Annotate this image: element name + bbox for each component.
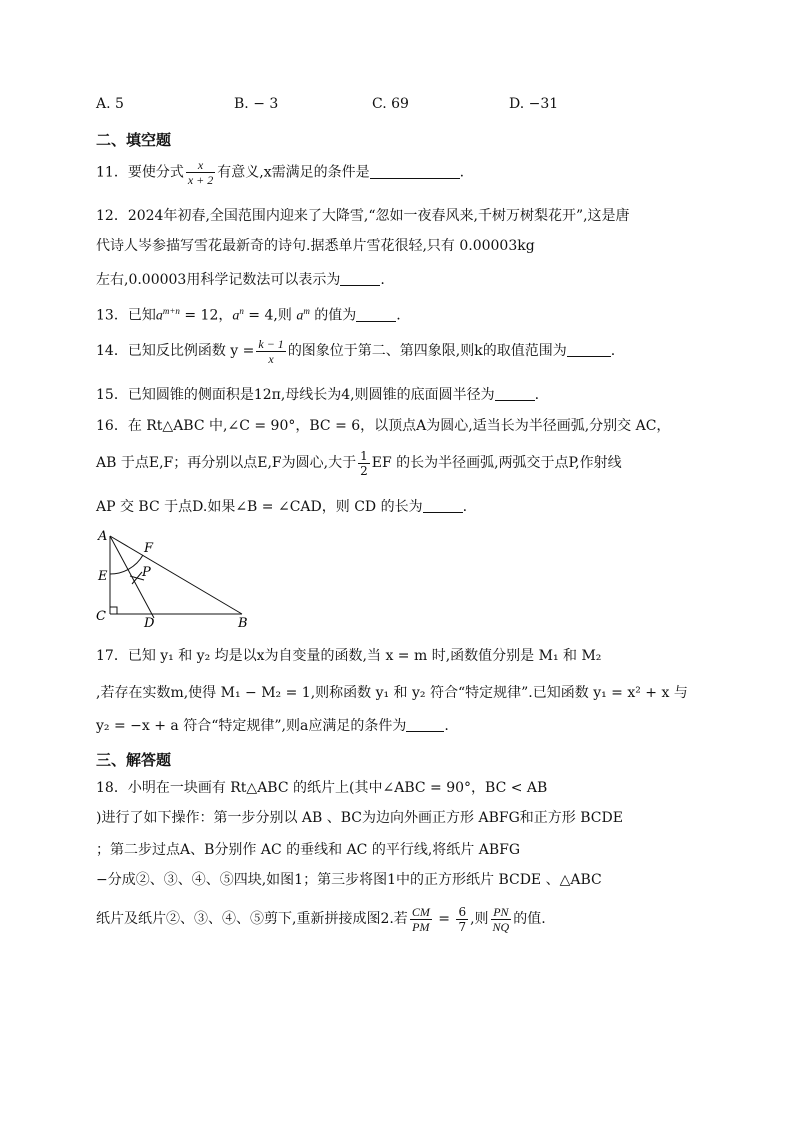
q13-expr3-exp: m — [303, 306, 310, 316]
q13-eq2: = 4,则 — [243, 307, 297, 324]
q11-post: 有意义,x需满足的条件是 — [217, 164, 370, 181]
q11-frac-num: x — [186, 158, 215, 173]
q13-expr1-base: a — [155, 308, 163, 324]
q18-line-5-post: 的值. — [513, 911, 546, 927]
q13-expr1-exp: m+n — [162, 306, 180, 316]
q12-end: . — [380, 272, 385, 288]
label-d: D — [144, 616, 155, 628]
q13-pre: 已知 — [127, 307, 156, 324]
question-18-line-5 — [96, 902, 546, 936]
q16-triangle-figure — [92, 528, 262, 628]
question-17-line-1: 17．已知 y₁ 和 y₂ 均是以x为自变量的函数,当 x = m 时,函数值分别是 M₁ 和 M₂ — [96, 648, 602, 664]
arc-mark-2 — [132, 572, 142, 584]
label-p: P — [142, 565, 151, 580]
q18-fraction-6-7 — [456, 905, 468, 934]
q15-text: 15．已知圆锥的侧面积是12π,母线长为4,则圆锥的底面圆半径为 — [96, 387, 495, 403]
question-18-line-4: −分成②、③、④、⑤四块,如图1；第三步将图1中的正方形纸片 BCDE 、△ABC — [96, 872, 602, 888]
q16-line-2-pre: AB 于点E,F；再分别以点E,F为圆心,大于 — [96, 455, 357, 471]
q15-answer-blank[interactable] — [495, 386, 535, 401]
question-16-line-2 — [96, 448, 622, 478]
option-b: B. − 3 — [234, 96, 279, 112]
q18-frac2-den: 7 — [458, 919, 467, 934]
label-e: E — [98, 569, 108, 584]
q11-fraction — [186, 158, 215, 187]
question-12-line-2: 代诗人岑参描写雪花最新奇的诗句.据悉单片雪花很轻,只有 0.00003kg — [96, 238, 535, 254]
question-12-line-1: 12．2024年初春,全国范围内迎来了大降雪,“忽如一夜春风来,千树万树梨花开”,这是唐 — [96, 208, 630, 224]
option-d: D. −31 — [509, 96, 559, 112]
question-13 — [96, 301, 401, 327]
question-18-line-2: )进行了如下操作：第一步分别以 AB 、BC为边向外画正方形 ABFG和正方形 BCDE — [96, 810, 623, 826]
q14-fraction — [256, 337, 285, 366]
label-f: F — [144, 541, 154, 556]
q13-end: . — [396, 307, 401, 324]
q15-end: . — [534, 387, 540, 403]
q16-fraction — [358, 449, 370, 478]
q13-expr3-base: a — [296, 308, 304, 324]
q18-frac1-num: CM — [411, 904, 430, 919]
q12-answer-blank[interactable] — [340, 271, 380, 286]
q11-pre: 要使分式 — [127, 164, 184, 181]
q14-post: 的图象位于第二、第四象限,则k的取值范围为 — [287, 343, 567, 359]
q16-frac-den: 2 — [360, 463, 368, 478]
q16-line-2-post: EF 的长为半径画弧,两弧交于点P,作射线 — [371, 455, 622, 471]
q11-frac-den: x + 2 — [187, 173, 214, 187]
question-18-line-1: 18．小明在一块画有 Rt△ABC 的纸片上(其中∠ABC = 90°，BC < AB — [96, 780, 548, 796]
q13-eq1: = 12， — [179, 307, 233, 324]
question-16-line-3 — [96, 497, 467, 517]
segment-ab — [110, 536, 242, 614]
q14-frac-den: x — [268, 351, 274, 366]
q16-answer-blank[interactable] — [423, 498, 463, 513]
option-c: C. 69 — [372, 96, 409, 112]
q14-frac-num: k − 1 — [258, 336, 284, 351]
question-15 — [96, 385, 539, 405]
q18-frac1-den: PM — [412, 919, 430, 934]
section-heading-fill-blank: 二、填空题 — [96, 131, 172, 149]
q11-number: 11． — [96, 164, 128, 181]
question-17-line-2: ,若存在实数m,使得 M₁ − M₂ = 1,则称函数 y₁ 和 y₂ 符合“特定规律”.已知函数 y₁ = x² + x 与 — [96, 685, 688, 701]
right-angle-mark — [110, 607, 117, 614]
q13-post: 的值为 — [309, 307, 357, 324]
q18-line-5-mid: ,则 — [470, 911, 489, 927]
q14-number: 14． — [96, 343, 128, 359]
q17-line-3-text: y₂ = −x + a 符合“特定规律”,则a应满足的条件为 — [96, 718, 407, 734]
q16-end: . — [462, 499, 468, 515]
label-a: A — [98, 529, 108, 544]
q18-fraction-cm-pm — [410, 905, 432, 934]
q13-expr2-exp: n — [239, 306, 244, 316]
option-a: A. 5 — [96, 96, 124, 112]
question-14 — [96, 336, 615, 366]
q12-line-3-text: 左右,0.00003用科学记数法可以表示为 — [96, 272, 341, 288]
q18-eq: = — [433, 911, 455, 927]
question-16-line-1: 16．在 Rt△ABC 中,∠C = 90°，BC = 6，以顶点A为圆心,适当长为半径画弧,分别交 AC， — [96, 418, 671, 434]
question-12-line-3 — [96, 270, 385, 290]
q13-expr2-base: a — [232, 308, 240, 324]
section-heading-solve: 三、解答题 — [96, 751, 172, 769]
q14-pre: 已知反比例函数 y = — [127, 343, 255, 359]
question-11 — [96, 158, 464, 187]
q14-answer-blank[interactable] — [567, 342, 611, 357]
q11-end: . — [459, 164, 465, 181]
q18-frac3-den: NQ — [492, 919, 510, 934]
q14-end: . — [610, 343, 616, 359]
question-17-line-3 — [96, 716, 449, 736]
q18-frac3-num: PN — [491, 905, 512, 920]
label-c: C — [96, 609, 106, 624]
q18-fraction-pn-nq — [491, 905, 512, 934]
q13-answer-blank[interactable] — [356, 307, 396, 322]
q11-answer-blank[interactable] — [370, 164, 460, 179]
q13-number: 13． — [96, 307, 128, 324]
q16-line-3-text: AP 交 BC 于点D.如果∠B = ∠CAD，则 CD 的长为 — [96, 499, 423, 515]
q18-line-5-pre: 纸片及纸片②、③、④、⑤剪下,重新拼接成图2.若 — [96, 911, 408, 927]
question-18-line-3: ；第二步过点A、B分别作 AC 的垂线和 AC 的平行线,将纸片 ABFG — [96, 842, 521, 858]
arc-ef — [110, 555, 143, 574]
q17-end: . — [444, 718, 449, 734]
label-b: B — [238, 616, 248, 628]
q18-frac2-num: 6 — [458, 904, 467, 919]
q16-frac-num: 1 — [360, 448, 368, 463]
q17-answer-blank[interactable] — [406, 717, 444, 732]
